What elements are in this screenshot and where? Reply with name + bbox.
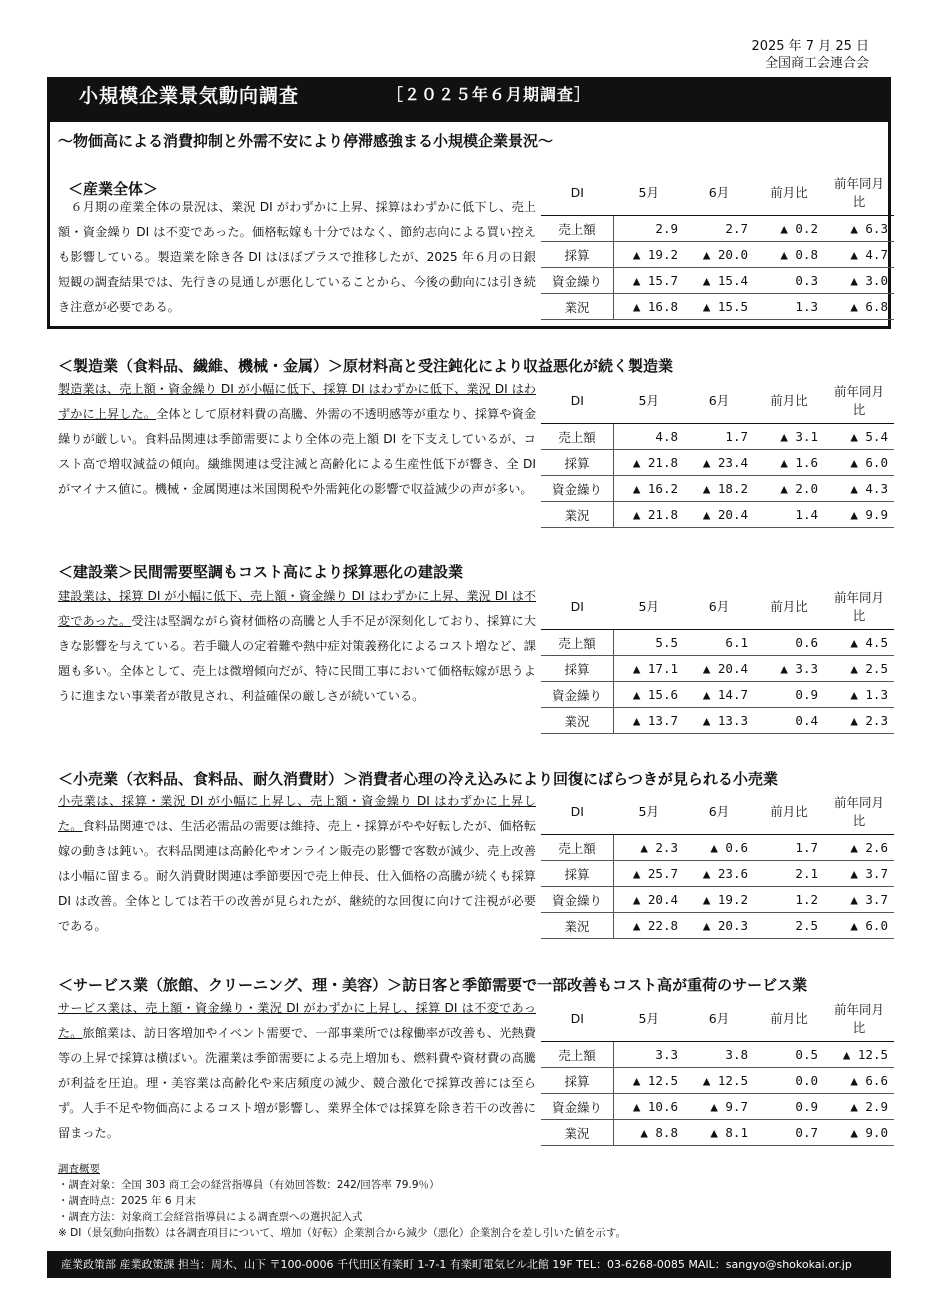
survey-notes — [58, 1161, 626, 1241]
di-cell-mom: 0.9 — [754, 682, 824, 708]
di-cell-mom: 0.7 — [754, 1120, 824, 1146]
notes-line: ・調査方法：対象商工会経営指導員による調査票への選択記入式 — [58, 1211, 363, 1223]
di-cell-yoy: ▲ 3.7 — [824, 861, 894, 887]
di-row-label: 採算 — [541, 1068, 614, 1094]
di-row-label: 売上額 — [541, 630, 614, 656]
di-cell-may: ▲ 22.8 — [614, 913, 685, 939]
di-row-label: 資金繰り — [541, 268, 614, 294]
di-table — [541, 789, 894, 939]
report-date-block — [751, 38, 869, 72]
di-table-header: 6月 — [684, 584, 754, 630]
section-paragraph — [58, 195, 536, 320]
di-cell-may: ▲ 17.1 — [614, 656, 685, 682]
section-paragraph — [58, 377, 536, 502]
di-table-header: DI — [541, 378, 614, 424]
di-cell-may: ▲ 20.4 — [614, 887, 685, 913]
di-cell-jun: ▲ 8.1 — [684, 1120, 754, 1146]
di-cell-yoy: ▲ 4.7 — [824, 242, 894, 268]
di-cell-may: ▲ 2.3 — [614, 835, 685, 861]
di-cell-may: ▲ 16.2 — [614, 476, 685, 502]
di-cell-mom: 1.4 — [754, 502, 824, 528]
di-cell-jun: ▲ 19.2 — [684, 887, 754, 913]
di-table-header: 前月比 — [754, 996, 824, 1042]
notes-line: ・調査時点：2025 年 6 月末 — [58, 1195, 196, 1207]
di-table-header-row — [541, 584, 894, 630]
di-cell-jun: ▲ 15.5 — [684, 294, 754, 320]
di-table-row — [541, 1120, 894, 1146]
di-cell-jun: ▲ 20.0 — [684, 242, 754, 268]
di-cell-mom: ▲ 0.8 — [754, 242, 824, 268]
di-cell-mom: 1.2 — [754, 887, 824, 913]
title-banner — [47, 77, 891, 122]
di-table — [541, 584, 894, 734]
di-cell-yoy: ▲ 3.7 — [824, 887, 894, 913]
di-cell-may: ▲ 13.7 — [614, 708, 685, 734]
di-cell-may: ▲ 12.5 — [614, 1068, 685, 1094]
section-heading: ＜小売業（衣料品、食料品、耐久消費財）＞消費者心理の冷え込みにより回復にばらつきが見られる小売業 — [58, 770, 778, 788]
section-paragraph — [58, 789, 536, 939]
di-cell-may: ▲ 25.7 — [614, 861, 685, 887]
di-row-label: 業況 — [541, 708, 614, 734]
di-table-row — [541, 268, 894, 294]
section-paragraph-body: 食料品関連では、生活必需品の需要は維持、売上・採算がやや好転したが、価格転嫁の動きは鈍い。衣料品関連は高齢化やオンライン販売の影響で客数が減少、売上改善は小幅に留まる。耐久消費財関連は季節要因で売上伸長、仕入価格の高騰が続くも採算 DI は改善。全体としては若干の改善が見られたが、継続的な回復に向けて注視が必要である。 — [58, 819, 537, 933]
di-cell-jun: ▲ 20.3 — [684, 913, 754, 939]
contact-footer — [47, 1251, 891, 1278]
di-table-row — [541, 630, 894, 656]
di-row-label: 採算 — [541, 242, 614, 268]
section-paragraph-body: 受注は堅調ながら資材価格の高騰と人手不足が深刻化しており、採算に大きな影響を与えている。若手職人の定着難や熱中症対策義務化によるコスト増など、課題も多い。全体として、売上は微増傾向だが、特に民間工事において価格転嫁が思うように進まない事業者が散見され、利益確保の厳しさが続いている。 — [58, 614, 536, 703]
di-table-header: 前月比 — [754, 789, 824, 835]
di-table-row — [541, 216, 894, 242]
di-cell-jun: ▲ 15.4 — [684, 268, 754, 294]
di-table-header: 6月 — [684, 996, 754, 1042]
di-table-row — [541, 835, 894, 861]
contact-info: 産業政策部 産業政策課 担当：周木、山下 〒100-0006 千代田区有楽町 1-7-1 有楽町電気ビル北館 19F TEL：03-6268-0085 MAIL：sangyo@shokokai.or.jp — [61, 1258, 852, 1271]
di-table-row — [541, 476, 894, 502]
di-cell-yoy: ▲ 2.5 — [824, 656, 894, 682]
di-cell-yoy: ▲ 2.9 — [824, 1094, 894, 1120]
di-table-row — [541, 887, 894, 913]
di-cell-jun: ▲ 9.7 — [684, 1094, 754, 1120]
di-row-label: 採算 — [541, 656, 614, 682]
di-row-label: 売上額 — [541, 216, 614, 242]
section-paragraph-body: 旅館業は、訪日客増加やイベント需要で、一部事業所では稼働率が改善も、光熱費等の上昇で採算は横ばい。洗濯業は季節需要による売上増加も、燃料費や資材費の高騰が利益を圧迫。理・美容業は高齢化や来店頻度の減少、競合激化で採算改善には至らず。人手不足や物価高によるコスト増が影響し、業界全体では採算を除き若干の改善に留まった。 — [58, 1026, 536, 1140]
di-table-header-row — [541, 170, 894, 216]
di-cell-mom: 0.3 — [754, 268, 824, 294]
di-row-label: 業況 — [541, 502, 614, 528]
di-row-label: 業況 — [541, 294, 614, 320]
di-cell-mom: ▲ 1.6 — [754, 450, 824, 476]
di-cell-jun: ▲ 23.6 — [684, 861, 754, 887]
notes-line: ・調査対象：全国 303 商工会の経営指導員（有効回答数：242/回答率 79.9％） — [58, 1179, 440, 1191]
di-table-row — [541, 502, 894, 528]
section-paragraph — [58, 584, 536, 709]
di-cell-yoy: ▲ 12.5 — [824, 1042, 894, 1068]
report-title: 小規模企業景気動向調査 — [79, 85, 300, 107]
di-table-header: 5月 — [614, 789, 685, 835]
di-cell-yoy: ▲ 4.3 — [824, 476, 894, 502]
di-cell-jun: 6.1 — [684, 630, 754, 656]
di-table-row — [541, 708, 894, 734]
di-row-label: 業況 — [541, 1120, 614, 1146]
di-cell-yoy: ▲ 2.3 — [824, 708, 894, 734]
di-table-header: 5月 — [614, 378, 685, 424]
di-table-header: DI — [541, 996, 614, 1042]
di-cell-mom: 2.5 — [754, 913, 824, 939]
di-table-row — [541, 1068, 894, 1094]
di-table-header: 前年同月比 — [824, 789, 894, 835]
notes-heading: 調査概要 — [58, 1163, 100, 1175]
di-cell-yoy: ▲ 6.0 — [824, 450, 894, 476]
di-cell-jun: ▲ 20.4 — [684, 502, 754, 528]
di-table-header: DI — [541, 170, 614, 216]
di-cell-mom: 2.1 — [754, 861, 824, 887]
di-table-row — [541, 1094, 894, 1120]
di-cell-yoy: ▲ 3.0 — [824, 268, 894, 294]
di-table-row — [541, 656, 894, 682]
di-table-row — [541, 861, 894, 887]
section-paragraph-lead: 建設業は、採算 DI が小幅に低下、売上額・資金繰り DI はわずかに上昇、業況 DI は不変であった。 — [58, 589, 536, 628]
di-cell-mom: 0.0 — [754, 1068, 824, 1094]
di-table-header: 前年同月比 — [824, 584, 894, 630]
di-cell-yoy: ▲ 9.0 — [824, 1120, 894, 1146]
di-table-header: 前年同月比 — [824, 996, 894, 1042]
di-table-header: 5月 — [614, 584, 685, 630]
di-table-header: 前年同月比 — [824, 170, 894, 216]
di-table-row — [541, 294, 894, 320]
di-table — [541, 170, 894, 320]
di-cell-yoy: ▲ 6.3 — [824, 216, 894, 242]
section-paragraph — [58, 996, 536, 1146]
di-row-label: 業況 — [541, 913, 614, 939]
di-table-header-row — [541, 996, 894, 1042]
di-table-header: 前月比 — [754, 584, 824, 630]
di-cell-may: ▲ 16.8 — [614, 294, 685, 320]
di-cell-may: ▲ 15.7 — [614, 268, 685, 294]
di-row-label: 資金繰り — [541, 1094, 614, 1120]
di-cell-jun: ▲ 23.4 — [684, 450, 754, 476]
publisher-name: 全国商工会連合会 — [764, 56, 869, 71]
di-table-header: 6月 — [684, 170, 754, 216]
di-cell-may: ▲ 19.2 — [614, 242, 685, 268]
di-table-header: 前月比 — [754, 378, 824, 424]
di-cell-yoy: ▲ 6.0 — [824, 913, 894, 939]
di-table-header: 5月 — [614, 170, 685, 216]
section-paragraph-lead: サービス業は、売上額・資金繰り・業況 DI がわずかに上昇し、採算 DI は不変であった。 — [58, 1001, 536, 1040]
di-cell-may: ▲ 21.8 — [614, 502, 685, 528]
di-table-header-row — [541, 378, 894, 424]
di-row-label: 資金繰り — [541, 476, 614, 502]
di-table — [541, 378, 894, 528]
di-row-label: 資金繰り — [541, 682, 614, 708]
section-heading: ＜産業全体＞ — [68, 180, 159, 198]
di-table-row — [541, 913, 894, 939]
di-cell-jun: ▲ 13.3 — [684, 708, 754, 734]
di-cell-may: 5.5 — [614, 630, 685, 656]
report-subtitle: ～物価高による消費抑制と外需不安により停滞感強まる小規模企業景況～ — [58, 132, 554, 150]
di-table-row — [541, 424, 894, 450]
di-table-header: 前年同月比 — [824, 378, 894, 424]
di-cell-jun: ▲ 12.5 — [684, 1068, 754, 1094]
notes-line: ※ DI（景気動向指数）は各調査項目について、増加（好転）企業割合から減少（悪化）企業割合を差し引いた値を示す。 — [58, 1227, 627, 1239]
di-table-header: 5月 — [614, 996, 685, 1042]
section-heading: ＜製造業（食料品、繊維、機械・金属）＞原材料高と受注鈍化により収益悪化が続く製造業 — [58, 357, 674, 375]
di-cell-jun: ▲ 0.6 — [684, 835, 754, 861]
section-paragraph-lead: 小売業は、採算・業況 DI が小幅に上昇し、売上額・資金繰り DI はわずかに上昇した。 — [58, 794, 536, 833]
di-cell-jun: ▲ 20.4 — [684, 656, 754, 682]
di-cell-mom: ▲ 2.0 — [754, 476, 824, 502]
section-paragraph-lead: 製造業は、売上額・資金繰り DI が小幅に低下、採算 DI はわずかに低下、業況 DI はわずかに上昇した。 — [58, 382, 536, 421]
di-cell-mom: 0.9 — [754, 1094, 824, 1120]
di-cell-yoy: ▲ 1.3 — [824, 682, 894, 708]
section-paragraph-body: 全体として原材料費の高騰、外需の不透明感等が重なり、採算や資金繰りが厳しい。食料品関連は季節需要により全体の売上額 DI を下支えしているが、コスト高で増収減益の傾向。繊維関連は受注減と高齢化による生産性低下が響き、全 DI がマイナス値に。機械・金属関連は米国関税や外需鈍化の影響で収益減少の声が多い。 — [58, 407, 537, 496]
di-cell-jun: 2.7 — [684, 216, 754, 242]
di-table-header: 6月 — [684, 789, 754, 835]
di-row-label: 資金繰り — [541, 887, 614, 913]
di-cell-jun: ▲ 14.7 — [684, 682, 754, 708]
di-cell-mom: 0.4 — [754, 708, 824, 734]
di-cell-yoy: ▲ 6.8 — [824, 294, 894, 320]
di-cell-may: 3.3 — [614, 1042, 685, 1068]
di-cell-yoy: ▲ 4.5 — [824, 630, 894, 656]
di-table-header: DI — [541, 584, 614, 630]
report-period: ［２０２５年６月期調査］ — [387, 85, 592, 104]
di-cell-jun: 3.8 — [684, 1042, 754, 1068]
section-heading: ＜サービス業（旅館、クリーニング、理・美容）＞訪日客と季節需要で一部改善もコスト高が重荷のサービス業 — [58, 976, 808, 994]
di-cell-mom: 1.3 — [754, 294, 824, 320]
di-cell-yoy: ▲ 6.6 — [824, 1068, 894, 1094]
di-table-row — [541, 682, 894, 708]
di-cell-mom: ▲ 3.1 — [754, 424, 824, 450]
di-cell-may: 2.9 — [614, 216, 685, 242]
di-cell-mom: ▲ 3.3 — [754, 656, 824, 682]
di-cell-may: ▲ 10.6 — [614, 1094, 685, 1120]
di-table-header: 6月 — [684, 378, 754, 424]
di-cell-yoy: ▲ 2.6 — [824, 835, 894, 861]
di-cell-jun: 1.7 — [684, 424, 754, 450]
di-cell-may: ▲ 8.8 — [614, 1120, 685, 1146]
di-table-header: DI — [541, 789, 614, 835]
report-date: 2025 年 7 月 25 日 — [751, 39, 869, 54]
di-cell-mom: ▲ 0.2 — [754, 216, 824, 242]
di-cell-may: ▲ 21.8 — [614, 450, 685, 476]
di-table-row — [541, 1042, 894, 1068]
di-cell-yoy: ▲ 9.9 — [824, 502, 894, 528]
section-paragraph-body: ６月期の産業全体の景況は、業況 DI がわずかに上昇、採算はわずかに低下し、売上額・資金繰り DI は不変であった。価格転嫁も十分ではなく、節約志向による買い控えも影響している。製造業を除き各 DI はほぼプラスで推移したが、2025 年６月の日銀短観の調査結果では、先行きの見通しが悪化していることから、今後の動向には引き続き注意が必要である。 — [58, 200, 536, 314]
di-cell-jun: ▲ 18.2 — [684, 476, 754, 502]
di-row-label: 売上額 — [541, 424, 614, 450]
di-cell-mom: 0.5 — [754, 1042, 824, 1068]
di-cell-may: 4.8 — [614, 424, 685, 450]
di-cell-mom: 0.6 — [754, 630, 824, 656]
di-table-header-row — [541, 789, 894, 835]
di-table-row — [541, 450, 894, 476]
di-cell-yoy: ▲ 5.4 — [824, 424, 894, 450]
di-row-label: 売上額 — [541, 1042, 614, 1068]
di-table-header: 前月比 — [754, 170, 824, 216]
di-table — [541, 996, 894, 1146]
di-cell-mom: 1.7 — [754, 835, 824, 861]
di-row-label: 採算 — [541, 861, 614, 887]
di-row-label: 採算 — [541, 450, 614, 476]
section-heading: ＜建設業＞民間需要堅調もコスト高により採算悪化の建設業 — [58, 563, 464, 581]
di-table-row — [541, 242, 894, 268]
di-row-label: 売上額 — [541, 835, 614, 861]
di-cell-may: ▲ 15.6 — [614, 682, 685, 708]
